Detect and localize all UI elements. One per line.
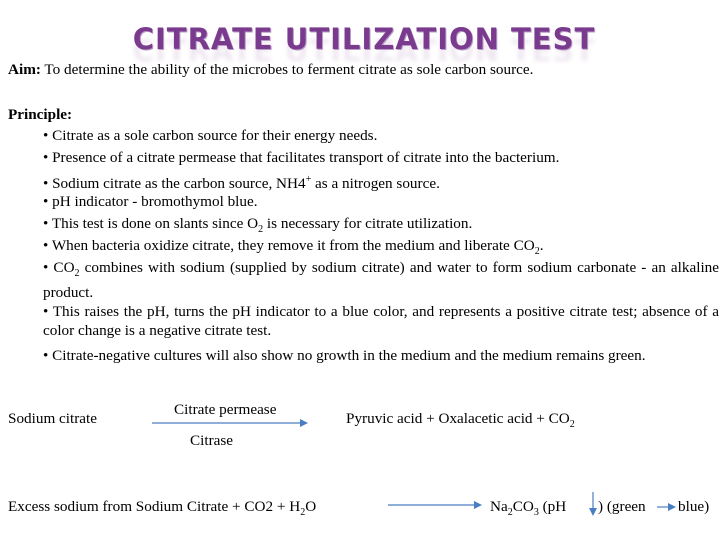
- principle-label: Principle:: [8, 106, 73, 123]
- reaction2-reactant-sub: 2: [300, 507, 306, 519]
- aim-text: To determine the ability of the microbes to ferment citrate as sole carbon source.: [40, 61, 534, 78]
- principle-bullet-1: • Citrate as a sole carbon source for their energy needs.: [43, 127, 378, 144]
- principle-bullet-2: • Presence of a citrate permease that facilitates transport of citrate into the bacterium.: [43, 149, 560, 166]
- page-title: CITRATE UTILIZATION TEST: [132, 22, 596, 56]
- bullet-3-sup: +: [305, 174, 312, 185]
- product-co: CO: [512, 498, 534, 515]
- reaction1-product: [346, 410, 575, 430]
- bullet-6-sub: 2: [534, 246, 540, 258]
- principle-bullet-9: • Citrate-negative cultures will also show no growth in the medium and the medium remains green.: [43, 347, 646, 364]
- bullet-3-text-end: as a nitrogen source.: [311, 175, 440, 193]
- reaction2-arrow-icon: [386, 499, 486, 511]
- bullet-6-text: • When bacteria oxidize citrate, they remove it from the medium and liberate CO: [43, 237, 535, 254]
- reaction1-product-sub: 2: [569, 419, 575, 431]
- bullet-6-text-end: .: [539, 237, 544, 254]
- reaction1-enzyme-bottom: Citrase: [190, 432, 234, 449]
- principle-bullet-8: • This raises the pH, turns the pH indicator to a blue color, and represents a positive citrate test; absence of a color change is a negative citrate test.: [43, 303, 719, 339]
- reaction1-arrow-icon: [150, 417, 310, 429]
- aim-line: [8, 60, 533, 79]
- bullet-5-text: • This test is done on slants since O: [43, 215, 259, 232]
- aim-label: Aim:: [8, 61, 41, 78]
- bullet-5-text-end: is necessary for citrate utilization.: [263, 215, 473, 232]
- principle-bullet-4: • pH indicator - bromothymol blue.: [43, 193, 258, 210]
- bullet-7-text: • CO: [43, 259, 75, 276]
- product-na-sub: 2: [507, 507, 513, 519]
- reaction2-product: [490, 498, 566, 518]
- bullet-7-text-end: combines with sodium (supplied by sodium citrate) and water to form sodium carbonate - an alkaline product.: [43, 259, 720, 302]
- principle-bullet-3: [43, 170, 440, 193]
- green-to-blue-arrow-icon: [656, 501, 678, 513]
- reaction2-reactant-end: O: [305, 498, 317, 515]
- reaction1-reactant: Sodium citrate: [8, 410, 97, 427]
- reaction1-enzyme-top: Citrate permease: [174, 401, 277, 418]
- bullet-5-sub: 2: [258, 224, 264, 236]
- reaction1-product-text: Pyruvic acid + Oxalacetic acid + CO: [346, 410, 570, 427]
- product-co-sub: 3: [533, 507, 539, 519]
- reaction2-reactant: [8, 498, 316, 518]
- principle-bullet-7: [43, 258, 719, 302]
- bullet-7-sub: 2: [74, 268, 80, 280]
- ph-open: (pH: [538, 498, 567, 515]
- reaction2-color-change: ) (green: [598, 498, 646, 515]
- product-na: Na: [490, 498, 508, 515]
- reaction2-reactant-text: Excess sodium from Sodium Citrate + CO2 + H: [8, 498, 301, 515]
- bullet-3-text: • Sodium citrate as the carbon source, NH4: [43, 175, 306, 193]
- reaction2-blue: blue): [678, 498, 710, 515]
